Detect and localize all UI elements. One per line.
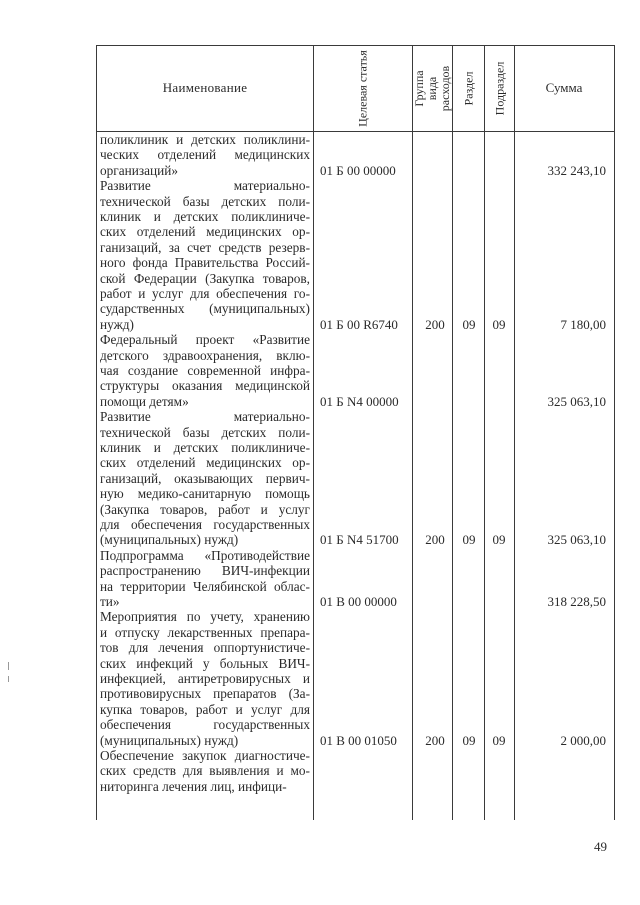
row-name-line: (муниципальных) нужд) [100,732,239,748]
row-name-line: клиник и детских поликлиниче- [100,209,310,224]
row-name-line: ческих отделений медицинских [100,147,310,163]
row-name-line: структуры оказания медицинской [100,378,310,394]
header-name: Наименование [162,80,248,95]
row-name-line: ских инфекций у больных ВИЧ- [100,655,310,671]
margin-mark [8,676,9,682]
column-divider [484,45,485,820]
header-section-text: Раздел [461,71,476,105]
row-name-line: поликлиник и детских поликлини- [100,132,310,147]
header-target-article-text: Целевая статья [355,49,370,127]
row-name-line: Федеральный проект «Развитие [100,332,310,348]
row-name-line: инфекцией, антиретровирусных и [100,671,310,686]
row-name-line: Мероприятия по учету, хранению [100,609,310,625]
row-name-line: клиник и детских поликлиниче- [100,440,310,455]
row-expense-group: 200 [425,316,445,332]
row-target-article: 01 Б N4 00000 [320,393,399,409]
column-divider [313,45,314,820]
row-sum: 7 180,00 [560,316,606,332]
row-target-article: 01 В 00 01050 [320,732,397,748]
row-subsection: 09 [492,316,506,332]
row-expense-group: 200 [425,732,445,748]
row-name-line: работ и услуг для обеспечения го- [100,286,310,301]
row-name-line: сударственных (муниципальных) [100,301,310,317]
header-section [453,45,484,131]
row-sum: 325 063,10 [547,393,606,409]
row-sum: 332 243,10 [547,162,606,178]
row-name-line: (муниципальных) нужд) [100,532,239,548]
row-name-line: на территории Челябинской облас- [100,578,310,594]
table-right-border [614,45,615,820]
header-expense-group-text: Группа вида расходов [412,65,452,111]
row-name-line: детского здравоохранения, вклю- [100,347,310,363]
row-subsection: 09 [492,532,506,548]
table-left-border [96,45,97,820]
row-name-line: Подпрограмма «Противодействие [100,547,310,563]
row-name-line: ской Федерации (Закупка товаров, [100,270,310,286]
row-name-line: и отпуску лекарственных препара- [100,624,310,640]
column-divider [452,45,453,820]
row-name-line: ских отделений медицинских ор- [100,224,310,240]
row-subsection: 09 [492,732,506,748]
row-sum: 2 000,00 [560,732,606,748]
row-name-line: ного фонда Правительства Россий- [100,255,310,271]
row-name-line: чая создание современной инфра- [100,363,310,378]
row-section: 09 [462,316,476,332]
row-name-line: Развитие материально- [100,409,310,425]
row-name-line: организаций» [100,162,179,178]
row-name-line: распространению ВИЧ-инфекции [100,563,310,579]
column-divider [412,45,413,820]
margin-mark [8,662,9,670]
row-name-line: ских средств для выявления и мо- [100,763,310,779]
row-name-line: ниторинга лечения лиц, инфици- [100,778,287,794]
column-divider [514,45,515,820]
row-section: 09 [462,732,476,748]
row-name-line: технической базы детских поли- [100,193,310,209]
row-name-line: обеспечения государственных [100,717,310,733]
row-name-line: ную медико-санитарную помощь [100,486,310,502]
row-name-line: Развитие материально- [100,178,310,194]
row-name-line: Обеспечение закупок диагностиче- [100,748,310,763]
row-target-article: 01 Б N4 51700 [320,532,399,548]
row-target-article: 01 В 00 00000 [320,594,397,609]
row-name-line: купка товаров, работ и услуг для [100,701,310,717]
row-name-line: нужд) [100,316,134,332]
row-expense-group: 200 [425,532,445,548]
row-sum: 318 228,50 [547,594,606,609]
row-name-line: ганизаций, оказывающих первич- [100,470,310,486]
row-name-line: тов для лечения оппортунистиче- [100,640,310,656]
row-target-article: 01 Б 00 R6740 [320,316,398,332]
header-subsection-text: Подраздел [492,61,507,115]
row-section: 09 [462,532,476,548]
header-expense-group [413,45,452,131]
row-name-line: противовирусных препаратов (За- [100,686,310,702]
row-name-line: технической базы детских поли- [100,424,310,440]
row-name-line: для обеспечения государственных [100,517,310,532]
row-name-line: помощи детям» [100,393,189,409]
row-name-line: ти» [100,594,120,609]
row-name-line: ганизаций, за счет средств резерв- [100,239,310,255]
header-target-article [314,45,412,131]
row-sum: 325 063,10 [547,532,606,548]
page-number: 49 [594,839,607,854]
header-subsection [485,45,514,131]
row-name-line: ских отделений медицинских ор- [100,455,310,471]
row-name-line: (Закупка товаров, работ и услуг [100,501,310,517]
header-sum: Сумма [545,80,583,95]
row-target-article: 01 Б 00 00000 [320,162,396,178]
